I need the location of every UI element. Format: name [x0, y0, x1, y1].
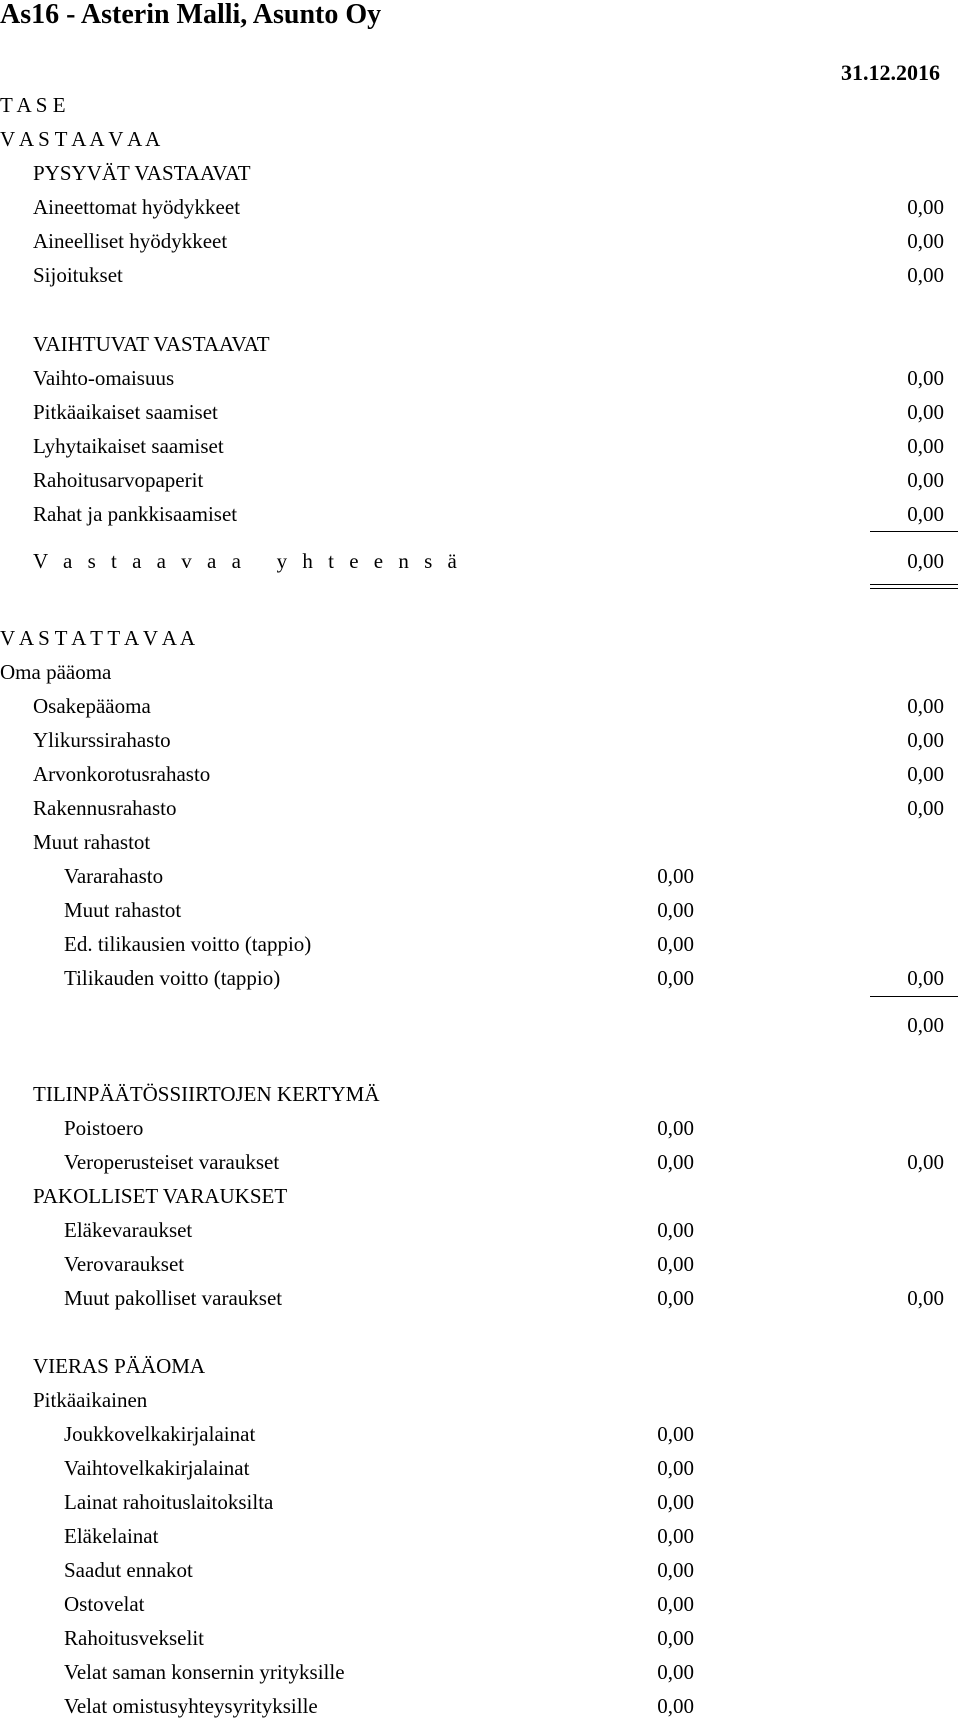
balance-row	[0, 1145, 960, 1179]
row-label: Rakennusrahasto	[33, 796, 177, 820]
row-label: Ostovelat	[64, 1592, 145, 1616]
row-label: Aineettomat hyödykkeet	[33, 195, 241, 219]
row-value-detail: 0,00	[657, 864, 694, 888]
balance-row	[0, 395, 960, 429]
balance-row	[0, 88, 960, 122]
row-label: V A S T A A V A A	[0, 127, 161, 151]
row-label: V A S T A T T A V A A	[0, 626, 195, 650]
row-value-detail: 0,00	[657, 932, 694, 956]
balance-row	[0, 791, 960, 825]
row-label: Muut rahastot	[64, 898, 182, 922]
row-value-detail: 0,00	[657, 1252, 694, 1276]
row-label: TILINPÄÄTÖSSIIRTOJEN KERTYMÄ	[33, 1082, 380, 1106]
row-label: Aineelliset hyödykkeet	[33, 229, 228, 253]
balance-row	[0, 1077, 960, 1111]
row-label: Eläkevaraukset	[64, 1218, 193, 1242]
row-label: VAIHTUVAT VASTAAVAT	[33, 332, 270, 356]
balance-row	[0, 961, 960, 995]
row-label: Ylikurssirahasto	[33, 728, 171, 752]
row-label: Tilikauden voitto (tappio)	[64, 966, 281, 990]
balance-row	[0, 1451, 960, 1485]
row-value-detail: 0,00	[657, 1218, 694, 1242]
row-value-total: 0,00	[907, 762, 944, 786]
row-label: Lainat rahoituslaitoksilta	[64, 1490, 274, 1514]
row-value-total: 0,00	[907, 1013, 944, 1037]
row-value-detail: 0,00	[657, 1626, 694, 1650]
subtotal-rule	[870, 996, 958, 997]
row-label: Muut pakolliset varaukset	[64, 1286, 283, 1310]
row-label: VIERAS PÄÄOMA	[33, 1354, 206, 1378]
row-label: Saadut ennakot	[64, 1558, 193, 1582]
row-value-detail: 0,00	[657, 966, 694, 990]
row-label: Osakepääoma	[33, 694, 151, 718]
row-value-total: 0,00	[907, 366, 944, 390]
row-value-detail: 0,00	[657, 1660, 694, 1684]
balance-row	[0, 1247, 960, 1281]
row-value-total: 0,00	[907, 468, 944, 492]
row-label: Eläkelainat	[64, 1524, 159, 1548]
row-value-total: 0,00	[907, 195, 944, 219]
document-title: As16 - Asterin Malli, Asunto Oy	[0, 0, 382, 30]
row-value-detail: 0,00	[657, 1286, 694, 1310]
row-value-detail: 0,00	[657, 1422, 694, 1446]
balance-row	[0, 1383, 960, 1417]
balance-row	[0, 1349, 960, 1383]
balance-row	[0, 1417, 960, 1451]
row-label: Vaihtovelkakirjalainat	[64, 1456, 250, 1480]
balance-row	[0, 1553, 960, 1587]
balance-row	[0, 655, 960, 689]
balance-row	[0, 327, 960, 361]
row-value-detail: 0,00	[657, 1558, 694, 1582]
balance-row	[0, 1008, 960, 1042]
row-value-total: 0,00	[907, 400, 944, 424]
row-label: Sijoitukset	[33, 263, 123, 287]
balance-row	[0, 621, 960, 655]
row-label: Muut rahastot	[33, 830, 151, 854]
row-value-detail: 0,00	[657, 1524, 694, 1548]
row-value-total: 0,00	[907, 434, 944, 458]
balance-row	[0, 723, 960, 757]
row-label: T A S E	[0, 93, 66, 117]
row-label: Lyhytaikaiset saamiset	[33, 434, 224, 458]
row-value-total: 0,00	[907, 1286, 944, 1310]
balance-row	[0, 497, 960, 531]
row-label: Vaihto-omaisuus	[33, 366, 175, 390]
row-value-total: 0,00	[907, 502, 944, 526]
balance-row	[0, 1621, 960, 1655]
balance-row	[0, 893, 960, 927]
balance-row	[0, 224, 960, 258]
row-value-total: 0,00	[907, 263, 944, 287]
row-label: Velat saman konsernin yrityksille	[64, 1660, 345, 1684]
row-value-detail: 0,00	[657, 898, 694, 922]
balance-row	[0, 1587, 960, 1621]
row-label: Vararahasto	[64, 864, 164, 888]
row-label: Poistoero	[64, 1116, 144, 1140]
row-label: PYSYVÄT VASTAAVAT	[33, 161, 251, 185]
balance-row	[0, 689, 960, 723]
row-label: Pitkäaikaiset saamiset	[33, 400, 218, 424]
row-value-detail: 0,00	[657, 1116, 694, 1140]
row-label: PAKOLLISET VARAUKSET	[33, 1184, 288, 1208]
row-label: Veroperusteiset varaukset	[64, 1150, 280, 1174]
balance-row	[0, 361, 960, 395]
balance-row	[0, 1519, 960, 1553]
row-value-detail: 0,00	[657, 1490, 694, 1514]
row-value-total: 0,00	[907, 966, 944, 990]
row-value-detail: 0,00	[657, 1592, 694, 1616]
row-label: Rahoitusarvopaperit	[33, 468, 204, 492]
balance-row	[0, 859, 960, 893]
row-label: Rahoitusvekselit	[64, 1626, 204, 1650]
balance-row	[0, 463, 960, 497]
balance-row	[0, 429, 960, 463]
balance-row	[0, 544, 960, 578]
row-label: Rahat ja pankkisaamiset	[33, 502, 238, 526]
balance-row	[0, 1689, 960, 1723]
row-value-detail: 0,00	[657, 1150, 694, 1174]
balance-row	[0, 757, 960, 791]
balance-row	[0, 122, 960, 156]
row-value-detail: 0,00	[657, 1456, 694, 1480]
balance-row	[0, 927, 960, 961]
balance-row	[0, 1179, 960, 1213]
row-label: Verovaraukset	[64, 1252, 185, 1276]
balance-row	[0, 1111, 960, 1145]
row-value-detail: 0,00	[657, 1694, 694, 1718]
row-label: Ed. tilikausien voitto (tappio)	[64, 932, 312, 956]
row-label: Pitkäaikainen	[33, 1388, 148, 1412]
row-label: Velat omistusyhteysyrityksille	[64, 1694, 318, 1718]
row-value-total: 0,00	[907, 549, 944, 573]
total-double-rule	[870, 584, 958, 589]
balance-date: 31.12.2016	[841, 60, 940, 85]
row-value-total: 0,00	[907, 229, 944, 253]
row-label: Joukkovelkakirjalainat	[64, 1422, 256, 1446]
balance-row	[0, 1655, 960, 1689]
balance-row	[0, 258, 960, 292]
row-label: Oma pääoma	[0, 660, 112, 684]
row-value-total: 0,00	[907, 728, 944, 752]
row-label: V a s t a a v a a y h t e e n s ä	[33, 549, 462, 573]
row-value-total: 0,00	[907, 796, 944, 820]
balance-row	[0, 190, 960, 224]
balance-row	[0, 156, 960, 190]
balance-row	[0, 1485, 960, 1519]
subtotal-rule	[870, 531, 958, 532]
balance-row	[0, 1281, 960, 1315]
row-value-total: 0,00	[907, 694, 944, 718]
balance-row	[0, 1213, 960, 1247]
balance-row	[0, 825, 960, 859]
row-label: Arvonkorotusrahasto	[33, 762, 211, 786]
row-value-total: 0,00	[907, 1150, 944, 1174]
